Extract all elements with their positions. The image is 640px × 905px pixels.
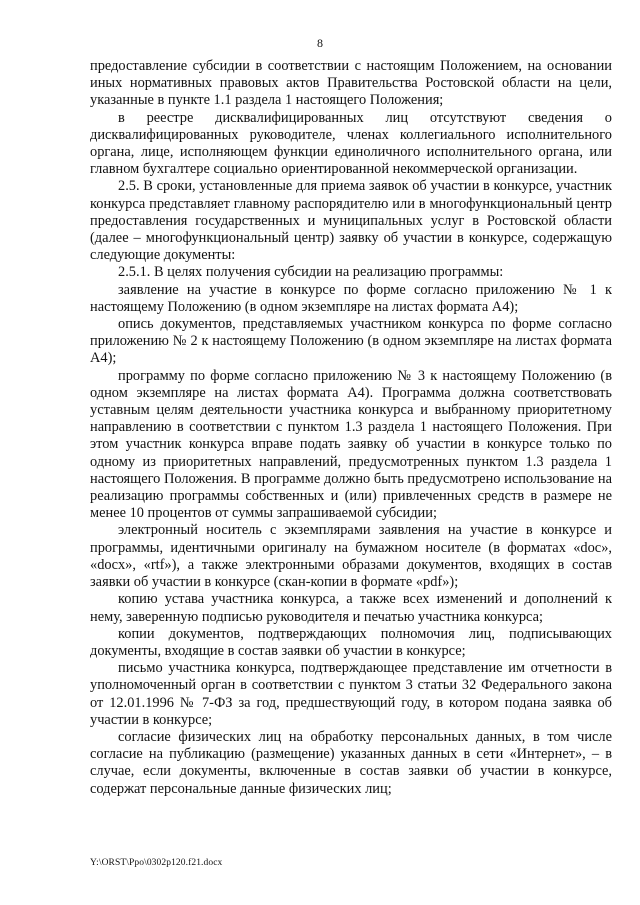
page-number: 8 — [317, 36, 323, 50]
footer-file-path: Y:\ORST\Ppo\0302p120.f21.docx — [90, 858, 223, 868]
document-body — [90, 58, 612, 798]
paragraph: 2.5.1. В целях получения субсидии на реализацию программы: — [118, 264, 504, 281]
paragraph: в реестре дисквалифицированных лиц отсутствуют сведения о дисквалифицированных руководителе, членах коллегиального исполнительного органа, лице, исполняющем функции единоличного исполнительного органа, или главном бухгалтере социально ориентированной некоммерческой организации. — [90, 109, 612, 178]
paragraph: заявление на участие в конкурсе по форме согласно приложению № 1 к настоящему Положению (в одном экземпляре на листах формата А4); — [90, 281, 612, 315]
paragraph: предоставление субсидии в соответствии с настоящим Положением, на основании иных нормативных правовых актов Правительства Ростовской области на цели, указанные в пункте 1.1 раздела 1 настоящего Положения; — [90, 58, 612, 109]
paragraph: копию устава участника конкурса, а также всех изменений и дополнений к нему, заверенную подписью руководителя и печатью участника конкурса; — [90, 591, 612, 625]
paragraph: копии документов, подтверждающих полномочия лиц, подписывающих документы, входящие в состав заявки об участии в конкурсе; — [90, 625, 612, 659]
paragraph: 2.5. В сроки, установленные для приема заявок об участии в конкурсе, участник конкурса представляет главному распорядителю или в многофункциональный центр предоставления государственных и муниципальных услуг в Ростовской области (далее – многофункциональный центр) заявку об участии в конкурсе, содержащую следующие документы: — [90, 178, 612, 264]
paragraph: согласие физических лиц на обработку персональных данных, в том числе согласие на публикацию (размещение) указанных данных в сети «Интернет», – в случае, если документы, включенные в состав заявки об участии в конкурсе, содержат персональные данные физических лиц; — [90, 728, 612, 797]
paragraph: электронный носитель с экземплярами заявления на участие в конкурсе и программы, идентичными оригиналу на бумажном носителе (в форматах «doc», «docx», «rtf»), а также электронными образами документов, входящих в состав заявки об участии в конкурсе (скан-копии в формате «pdf»); — [90, 522, 612, 591]
paragraph: письмо участника конкурса, подтверждающее представление им отчетности в уполномоченный орган в соответствии с пунктом 3 статьи 32 Федерального закона от 12.01.1996 № 7-ФЗ за год, предшествующий году, в котором подана заявка об участии в конкурсе; — [90, 660, 612, 728]
paragraph: программу по форме согласно приложению № 3 к настоящему Положению (в одном экземпляре на листах формата А4). Программа должна соответствовать уставным целям деятельности участника конкурса и выбранному приоритетному направлению в соответствии с пунктом 1.3 раздела 1 настоящего Положения. При этом участник конкурса вправе подать заявку об участии в конкурсе только по одному из приоритетных направлений, предусмотренных пунктом 1.3 раздела 1 настоящего Положения. В программе должно быть предусмотрено использование на реализацию программы собственных и (или) привлеченных средств в размере не менее 10 процентов от суммы запрашиваемой субсидии; — [90, 367, 612, 522]
paragraph: опись документов, представляемых участником конкурса по форме согласно приложению № 2 к настоящему Положению (в одном экземпляре на листах формата А4); — [90, 316, 612, 367]
